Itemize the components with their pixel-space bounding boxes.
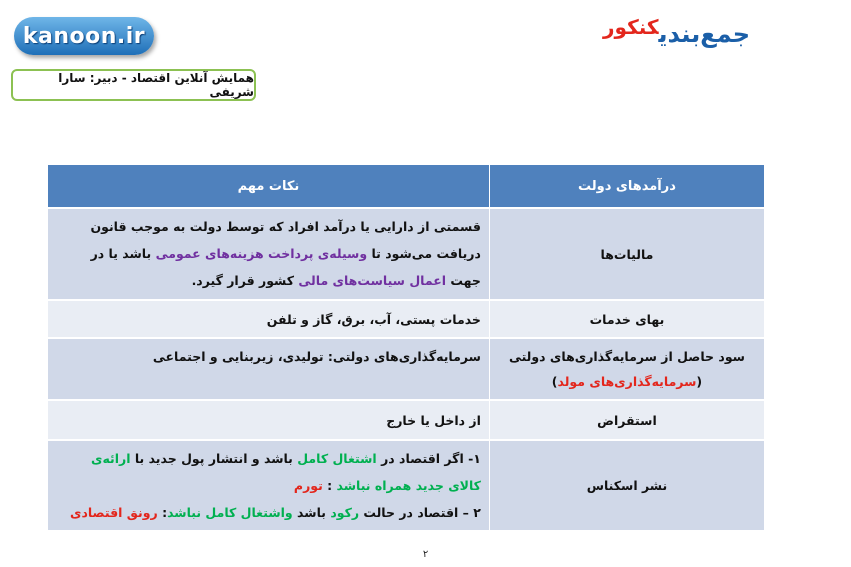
- note-text: قسمتی از دارایی یا درآمد افراد که توسط دولت به موجب قانون دریافت می‌شود تا: [90, 219, 481, 261]
- note-text: باشد: [292, 505, 331, 520]
- note-text: از داخل یا خارج: [386, 412, 481, 428]
- brand-logo-part2: کنکور: [603, 15, 659, 39]
- note-highlight: اشتغال کامل: [297, 451, 377, 466]
- table-row: [48, 208, 765, 300]
- row-label-text: بهای خدمات: [589, 311, 665, 327]
- table-row: [48, 440, 765, 531]
- note-highlight: واشتغال کامل نباشد: [167, 505, 293, 520]
- table-row: [48, 400, 765, 440]
- row-label: [489, 300, 764, 338]
- note-text: خدمات پستی، آب، برق، گاز و تلفن: [266, 311, 481, 327]
- note-result: رونق اقتصادی: [69, 505, 158, 520]
- note-highlight: ارائه‌ی کالای جدید همراه نباشد: [91, 451, 481, 493]
- webinar-title: همایش آنلاین اقتصاد - دبیر: سارا شریفی: [58, 71, 254, 99]
- brand-logo-part1: جمع‌بندی: [658, 20, 750, 48]
- note-text: ۱- اگر اقتصاد در: [376, 451, 481, 466]
- column-header-notes: نکات مهم: [48, 165, 490, 208]
- brand-logo: [570, 15, 750, 60]
- table-row: [48, 338, 765, 400]
- table-header-row: [48, 165, 765, 208]
- row-label: [489, 208, 764, 300]
- note-text: کشور قرار گیرد.: [191, 273, 299, 288]
- row-label: [489, 400, 764, 440]
- row-label-highlight: سرمایه‌گذاری‌های مولد: [557, 374, 697, 389]
- row-label: [489, 338, 764, 400]
- row-label-paren: ): [551, 374, 558, 389]
- note-text: سرمایه‌گذاری‌های دولتی: تولیدی، زیربنایی و اجتماعی: [152, 349, 481, 364]
- row-note: [48, 208, 490, 300]
- row-label-text: سود حاصل از سرمایه‌گذاری‌های دولتی: [508, 349, 745, 364]
- row-note: [48, 400, 490, 440]
- note-text: باشد و انتشار پول جدید با: [130, 451, 298, 466]
- column-header-revenues: درآمدهای دولت: [489, 165, 764, 208]
- note-highlight: وسیله‌ی پرداخت هزینه‌های عمومی: [155, 246, 368, 261]
- page-number: ۲: [422, 549, 429, 560]
- revenue-table: [47, 165, 765, 532]
- note-highlight: رکود: [330, 505, 360, 520]
- webinar-title-box: [11, 69, 256, 101]
- note-text: :: [157, 505, 168, 520]
- kanoon-logo: [14, 17, 154, 55]
- row-label-paren: (: [696, 374, 703, 389]
- note-text: باشد یا در جهت: [90, 246, 481, 288]
- note-highlight: اعمال سیاست‌های مالی: [298, 273, 447, 288]
- note-result: تورم: [293, 478, 323, 493]
- note-text: ۲ – اقتصاد در حالت: [359, 505, 481, 520]
- row-label-text: استقراض: [597, 412, 657, 428]
- row-label-text: نشر اسکناس: [586, 478, 668, 493]
- kanoon-logo-text: kanoon.ir: [22, 23, 146, 49]
- row-note: [48, 338, 490, 400]
- table-row: [48, 300, 765, 338]
- row-note: [48, 300, 490, 338]
- note-text: :: [322, 478, 337, 493]
- row-label-text: مالیات‌ها: [600, 246, 654, 262]
- row-label: [489, 440, 764, 531]
- row-note: [48, 440, 490, 531]
